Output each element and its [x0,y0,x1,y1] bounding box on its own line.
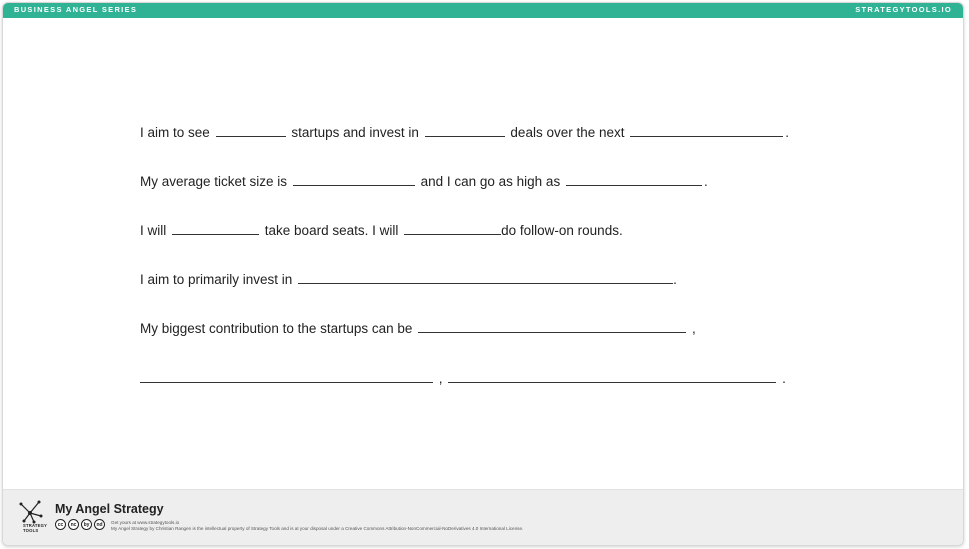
worksheet-frame [2,2,964,546]
contribution-blank-3[interactable] [448,370,776,383]
noderivatives-icon: nd [94,519,105,530]
worksheet-title: My Angel Strategy [55,502,164,516]
statement-board-seats: I will take board seats. I will do follow-on rounds. [140,223,623,238]
statement-contribution: My biggest contribution to the startups can be , [140,321,696,336]
startups-count-blank[interactable] [216,124,286,137]
footer [3,489,963,545]
statement-ticket-size: My average ticket size is and I can go as high as . [140,174,708,189]
time-period-blank[interactable] [630,124,783,137]
board-seats-blank[interactable] [172,222,259,235]
attribution-icon: by [81,519,92,530]
cc-icon: cc [55,519,66,530]
series-label: BUSINESS ANGEL SERIES [14,5,138,14]
invest-focus-blank[interactable] [298,271,673,284]
site-label: STRATEGYTOOLS.IO [855,5,952,14]
license-icons [55,519,105,530]
license-credits: Get yours at www.strategytools.io My Angel Strategy by Christian Rangen is the intellectual property of Strategy Tools and is at your disposal under a Creative Commons Attribution-NonCommercial-NoDerivatives 4.0 International License. [111,520,524,531]
follow-on-blank[interactable] [404,222,501,235]
statement-invest-focus: I aim to primarily invest in . [140,272,677,287]
average-ticket-blank[interactable] [293,173,415,186]
max-ticket-blank[interactable] [566,173,702,186]
deals-count-blank[interactable] [425,124,505,137]
top-banner [3,3,963,18]
noncommercial-icon: nc [68,519,79,530]
contribution-blank-2[interactable] [140,370,433,383]
contribution-blank-1[interactable] [418,320,686,333]
statement-contribution-continued: , . [140,370,786,387]
logo-wordmark: STRATEGY TOOLS [23,523,48,533]
statement-deals: I aim to see startups and invest in deals over the next . [140,125,790,140]
